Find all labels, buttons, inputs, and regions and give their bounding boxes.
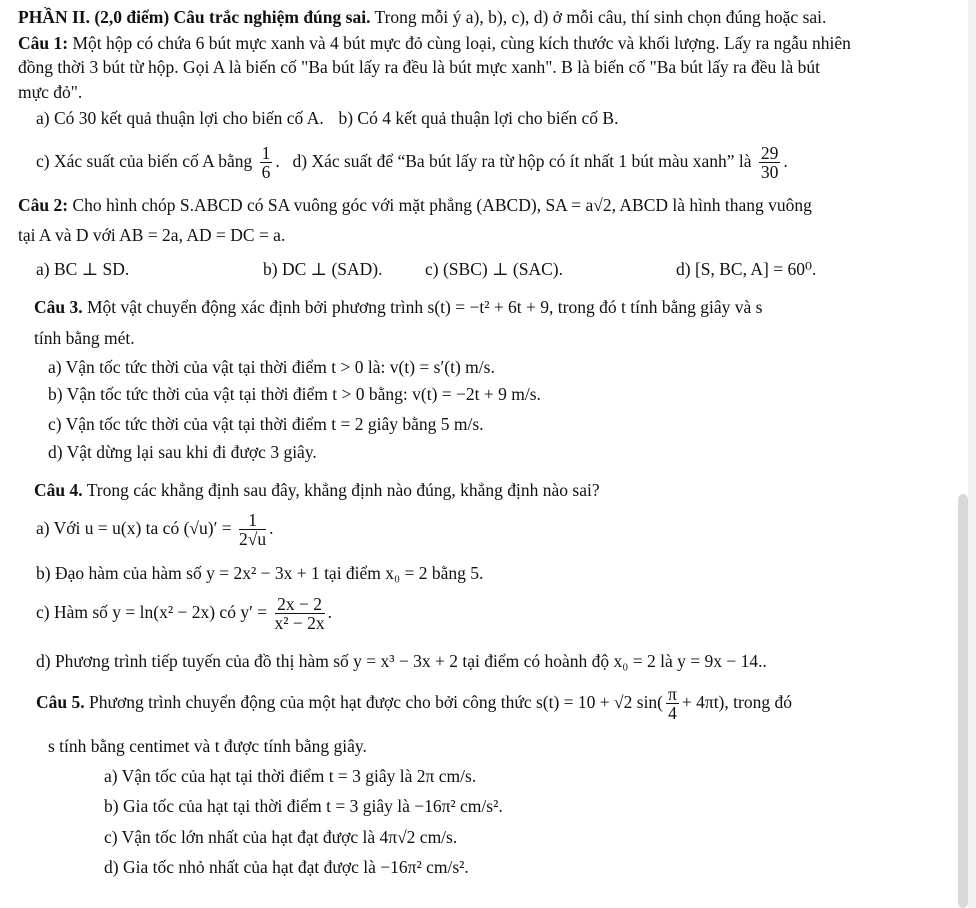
q4-c-fraction [275, 595, 325, 632]
q1-c-num: 1 [261, 143, 271, 164]
q1-c-fraction [260, 144, 273, 181]
q5-line1 [36, 680, 792, 724]
q2-label: Câu 2: [18, 195, 69, 215]
q5-text-1: Phương trình chuyển động của một hạt được cho bởi công thức s(t) = 10 + √2 sin( [89, 692, 664, 712]
q2-option-c: c) (SBC) ⊥ (SAC). [425, 259, 563, 279]
q1-d-fraction [759, 144, 781, 181]
q4-a-num: 1 [239, 511, 266, 530]
q4-a-fraction [239, 511, 266, 548]
part-heading: PHẦN II. (2,0 điểm) Câu trắc nghiệm đúng sai. [18, 7, 371, 27]
q2-line2: tại A và D với AB = 2a, AD = DC = a. [18, 225, 286, 245]
q5-pi-fraction [666, 685, 679, 722]
q4-option-a: a) Với u = u(x) ta có (√u)′ = $\frac{1}{2√u}$ . [36, 510, 274, 550]
q4-option-d: d) Phương trình tiếp tuyến của đồ thị hàm số y = x³ − 3x + 2 tại điểm có hoành độ x₀ = 2 là y = 9x − 14.. [36, 651, 767, 671]
q3-option-b: b) Vận tốc tức thời của vật tại thời điểm t > 0 bằng: v(t) = −2t + 9 m/s. [48, 384, 541, 404]
q2-option-a: a) BC ⊥ SD. [36, 259, 130, 279]
q1-label: Câu 1: [18, 33, 69, 53]
q5-option-c: c) Vận tốc lớn nhất của hạt đạt được là 4π√2 cm/s. [104, 827, 458, 847]
q5-pi-den: 4 [668, 703, 677, 724]
q4-a-text: a) Với u = u(x) ta có (√u)′ = [36, 518, 232, 538]
q1-options-cd: c) Xác suất của biến cố A bằng $\frac{1}{6}$ . d) Xác suất để “Ba bút lấy ra từ hộp có ít nhất 1 bút màu xanh” là $\frac{29}{30}$ . [36, 143, 788, 183]
q1-line1 [18, 32, 851, 54]
q1-line2: đồng thời 3 bút từ hộp. Gọi A là biến cố "Ba bút lấy ra đều là bút mực xanh". B là biến cố "Ba bút lấy ra đều là bút [18, 57, 821, 77]
q3-text-1: Một vật chuyển động xác định bởi phương trình s(t) = −t² + 6t + 9, trong đó t tính bằng giây và s [87, 297, 763, 317]
q4-line1 [34, 479, 600, 501]
q2-option-b: b) DC ⊥ (SAD). [263, 259, 383, 279]
q4-option-b: b) Đạo hàm của hàm số y = 2x² − 3x + 1 tại điểm x₀ = 2 bằng 5. [36, 563, 484, 583]
q5-option-d: d) Gia tốc nhỏ nhất của hạt đạt được là −16π² cm/s². [104, 857, 469, 877]
q1-d-den: 30 [760, 162, 779, 183]
q1-c-den: 6 [261, 162, 271, 183]
q1-option-d: d) Xác suất để “Ba bút lấy ra từ hộp có ít nhất 1 bút màu xanh” là [292, 151, 752, 171]
q4-c-num: 2x − 2 [275, 595, 325, 614]
q3-option-c: c) Vận tốc tức thời của vật tại thời điểm t = 2 giây bằng 5 m/s. [48, 414, 484, 434]
q5-option-a: a) Vận tốc của hạt tại thời điểm t = 3 giây là 2π cm/s. [104, 766, 477, 786]
q5-line2: s tính bằng centimet và t được tính bằng giây. [48, 736, 367, 756]
q4-c-den: x² − 2x [274, 613, 325, 634]
q1-option-a: a) Có 30 kết quả thuận lợi cho biến cố A. [36, 108, 324, 128]
q1-option-b: b) Có 4 kết quả thuận lợi cho biến cố B. [338, 108, 619, 128]
part-instruction: Trong mỗi ý a), b), c), d) ở mỗi câu, thí sinh chọn đúng hoặc sai. [374, 7, 827, 27]
q4-text-1: Trong các khẳng định sau đây, khẳng định nào đúng, khẳng định nào sai? [86, 480, 600, 500]
q5-text-1-end: + 4πt), trong đó [681, 692, 792, 712]
vertical-scrollbar[interactable] [958, 494, 968, 908]
q3-line2: tính bằng mét. [34, 328, 135, 348]
q1-option-c: c) Xác suất của biến cố A bằng [36, 151, 253, 171]
q3-option-a: a) Vận tốc tức thời của vật tại thời điểm t > 0 là: v(t) = s′(t) m/s. [48, 357, 495, 377]
q2-option-d: d) [S, BC, A] = 60⁰. [676, 259, 817, 279]
q3-line1 [34, 296, 762, 318]
q4-c-text: c) Hàm số y = ln(x² − 2x) có y′ = [36, 602, 268, 622]
q5-label: Câu 5. [36, 692, 85, 712]
q3-label: Câu 3. [34, 297, 83, 317]
q4-option-c: c) Hàm số y = ln(x² − 2x) có y′ = $\frac{2x - 2}{\text{x² − 2x}}$ . [36, 594, 333, 634]
q4-a-den: 2√u [239, 529, 267, 550]
q1-line3: mực đỏ". [18, 82, 83, 102]
q4-label: Câu 4. [34, 480, 83, 500]
q1-d-num: 29 [760, 143, 779, 164]
q1-text-1: Một hộp có chứa 6 bút mực xanh và 4 bút mực đỏ cùng loại, cùng kích thước và khối lượng. Lấy ra ngẫu nhiên [72, 33, 851, 53]
q1-options-ab [36, 107, 618, 129]
part-heading-line [18, 6, 826, 28]
page-right-edge [968, 0, 976, 908]
q5-pi-num: π [668, 684, 677, 705]
q5-option-b: b) Gia tốc của hạt tại thời điểm t = 3 giây là −16π² cm/s². [104, 796, 503, 816]
q2-line1 [18, 194, 812, 216]
q3-option-d: d) Vật dừng lại sau khi đi được 3 giây. [48, 442, 317, 462]
q2-text-1: Cho hình chóp S.ABCD có SA vuông góc với mặt phẳng (ABCD), SA = a√2, ABCD là hình thang vuông [72, 195, 812, 215]
